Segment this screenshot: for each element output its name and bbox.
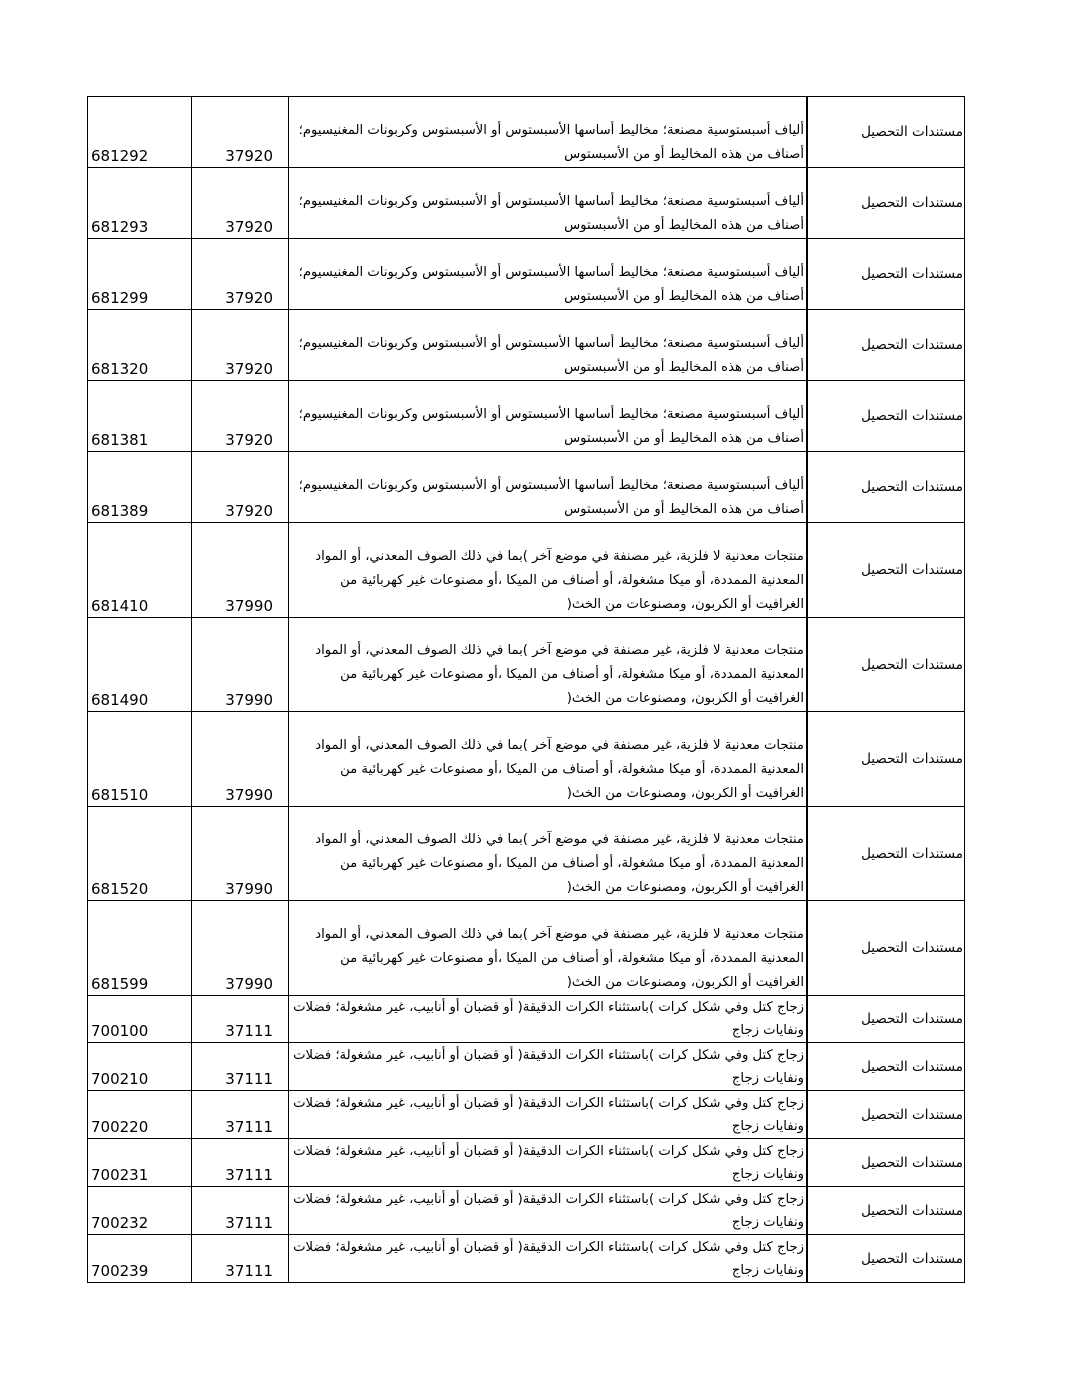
description-cell: منتجات معدنية لا فلزية، غير مصنفة في موضع آخر )بما في ذلك الصوف المعدني، أو المواد المعدنية الممددة، أو ميكا مشغولة، أو أصناف من الميكا ،أو مصنوعات غير كهربائية من الغرافيت أو الكربون، ومصنوعات من الخث(	[289, 523, 808, 618]
isic-code-cell: 37990	[192, 901, 289, 996]
category-cell: مستندات التحصيل	[807, 807, 965, 901]
description-cell: منتجات معدنية لا فلزية، غير مصنفة في موضع آخر )بما في ذلك الصوف المعدني، أو المواد المعدنية الممددة، أو ميكا مشغولة، أو أصناف من الميكا ،أو مصنوعات غير كهربائية من الغرافيت أو الكربون، ومصنوعات من الخث(	[289, 618, 808, 712]
table-row	[88, 712, 965, 807]
isic-code-cell: 37920	[192, 168, 289, 239]
description-cell: منتجات معدنية لا فلزية، غير مصنفة في موضع آخر )بما في ذلك الصوف المعدني، أو المواد المعدنية الممددة، أو ميكا مشغولة، أو أصناف من الميكا ،أو مصنوعات غير كهربائية من الغرافيت أو الكربون، ومصنوعات من الخث(	[289, 901, 808, 996]
table-row	[88, 97, 965, 168]
category-cell: مستندات التحصيل	[807, 523, 965, 618]
category-cell: مستندات التحصيل	[807, 1043, 965, 1091]
isic-code-cell: 37990	[192, 807, 289, 901]
table-row	[88, 618, 965, 712]
category-cell: مستندات التحصيل	[807, 168, 965, 239]
isic-code-cell: 37111	[192, 1091, 289, 1139]
hs-code-cell: 700231	[88, 1139, 192, 1187]
isic-code-cell: 37920	[192, 239, 289, 310]
table-row	[88, 901, 965, 996]
hs-code-cell: 681320	[88, 310, 192, 381]
table-row	[88, 1235, 965, 1283]
category-cell: مستندات التحصيل	[807, 1139, 965, 1187]
isic-code-cell: 37111	[192, 996, 289, 1043]
hs-code-cell: 700220	[88, 1091, 192, 1139]
description-cell: ألياف أسبستوسية مصنعة؛ مخاليط أساسها الأسبستوس أو الأسبستوس وكربونات المغنيسيوم؛ أصناف من هذه المخاليط أو من الأسبستوس	[289, 239, 808, 310]
category-cell: مستندات التحصيل	[807, 381, 965, 452]
description-cell: ألياف أسبستوسية مصنعة؛ مخاليط أساسها الأسبستوس أو الأسبستوس وكربونات المغنيسيوم؛ أصناف من هذه المخاليط أو من الأسبستوس	[289, 310, 808, 381]
isic-code-cell: 37920	[192, 452, 289, 523]
category-cell: مستندات التحصيل	[807, 618, 965, 712]
hs-code-cell: 681599	[88, 901, 192, 996]
category-cell: مستندات التحصيل	[807, 712, 965, 807]
tariff-table	[87, 96, 965, 1283]
category-cell: مستندات التحصيل	[807, 996, 965, 1043]
table-row	[88, 1187, 965, 1235]
table-row	[88, 310, 965, 381]
isic-code-cell: 37111	[192, 1187, 289, 1235]
description-cell: ألياف أسبستوسية مصنعة؛ مخاليط أساسها الأسبستوس أو الأسبستوس وكربونات المغنيسيوم؛ أصناف من هذه المخاليط أو من الأسبستوس	[289, 168, 808, 239]
hs-code-cell: 681410	[88, 523, 192, 618]
category-cell: مستندات التحصيل	[807, 1091, 965, 1139]
isic-code-cell: 37111	[192, 1235, 289, 1283]
hs-code-cell: 700100	[88, 996, 192, 1043]
description-cell: منتجات معدنية لا فلزية، غير مصنفة في موضع آخر )بما في ذلك الصوف المعدني، أو المواد المعدنية الممددة، أو ميكا مشغولة، أو أصناف من الميكا ،أو مصنوعات غير كهربائية من الغرافيت أو الكربون، ومصنوعات من الخث(	[289, 712, 808, 807]
isic-code-cell: 37111	[192, 1139, 289, 1187]
table-row	[88, 452, 965, 523]
description-cell: ألياف أسبستوسية مصنعة؛ مخاليط أساسها الأسبستوس أو الأسبستوس وكربونات المغنيسيوم؛ أصناف من هذه المخاليط أو من الأسبستوس	[289, 97, 808, 168]
table-row	[88, 1091, 965, 1139]
hs-code-cell: 681389	[88, 452, 192, 523]
hs-code-cell: 681490	[88, 618, 192, 712]
description-cell: منتجات معدنية لا فلزية، غير مصنفة في موضع آخر )بما في ذلك الصوف المعدني، أو المواد المعدنية الممددة، أو ميكا مشغولة، أو أصناف من الميكا ،أو مصنوعات غير كهربائية من الغرافيت أو الكربون، ومصنوعات من الخث(	[289, 807, 808, 901]
tariff-table-body	[88, 97, 965, 1283]
table-row	[88, 239, 965, 310]
category-cell: مستندات التحصيل	[807, 97, 965, 168]
description-cell: ألياف أسبستوسية مصنعة؛ مخاليط أساسها الأسبستوس أو الأسبستوس وكربونات المغنيسيوم؛ أصناف من هذه المخاليط أو من الأسبستوس	[289, 381, 808, 452]
table-row	[88, 1043, 965, 1091]
category-cell: مستندات التحصيل	[807, 239, 965, 310]
hs-code-cell: 681520	[88, 807, 192, 901]
hs-code-cell: 681293	[88, 168, 192, 239]
hs-code-cell: 700232	[88, 1187, 192, 1235]
table-row	[88, 1139, 965, 1187]
hs-code-cell: 681381	[88, 381, 192, 452]
hs-code-cell: 700239	[88, 1235, 192, 1283]
category-cell: مستندات التحصيل	[807, 310, 965, 381]
isic-code-cell: 37990	[192, 618, 289, 712]
description-cell: زجاج كتل وفي شكل كرات )باستثناء الكرات الدقيقة( أو قضبان أو أنابيب، غير مشغولة؛ فضلات ونفايات زجاج	[289, 1187, 808, 1235]
table-row	[88, 807, 965, 901]
table-row	[88, 523, 965, 618]
description-cell: زجاج كتل وفي شكل كرات )باستثناء الكرات الدقيقة( أو قضبان أو أنابيب، غير مشغولة؛ فضلات ونفايات زجاج	[289, 1043, 808, 1091]
isic-code-cell: 37920	[192, 381, 289, 452]
category-cell: مستندات التحصيل	[807, 901, 965, 996]
description-cell: زجاج كتل وفي شكل كرات )باستثناء الكرات الدقيقة( أو قضبان أو أنابيب، غير مشغولة؛ فضلات ونفايات زجاج	[289, 1235, 808, 1283]
table-row	[88, 381, 965, 452]
isic-code-cell: 37990	[192, 712, 289, 807]
hs-code-cell: 681510	[88, 712, 192, 807]
table-row	[88, 996, 965, 1043]
table-row	[88, 168, 965, 239]
hs-code-cell: 681292	[88, 97, 192, 168]
description-cell: زجاج كتل وفي شكل كرات )باستثناء الكرات الدقيقة( أو قضبان أو أنابيب، غير مشغولة؛ فضلات ونفايات زجاج	[289, 1139, 808, 1187]
hs-code-cell: 681299	[88, 239, 192, 310]
description-cell: ألياف أسبستوسية مصنعة؛ مخاليط أساسها الأسبستوس أو الأسبستوس وكربونات المغنيسيوم؛ أصناف من هذه المخاليط أو من الأسبستوس	[289, 452, 808, 523]
description-cell: زجاج كتل وفي شكل كرات )باستثناء الكرات الدقيقة( أو قضبان أو أنابيب، غير مشغولة؛ فضلات ونفايات زجاج	[289, 996, 808, 1043]
category-cell: مستندات التحصيل	[807, 1235, 965, 1283]
hs-code-cell: 700210	[88, 1043, 192, 1091]
isic-code-cell: 37920	[192, 310, 289, 381]
category-cell: مستندات التحصيل	[807, 1187, 965, 1235]
description-cell: زجاج كتل وفي شكل كرات )باستثناء الكرات الدقيقة( أو قضبان أو أنابيب، غير مشغولة؛ فضلات ونفايات زجاج	[289, 1091, 808, 1139]
category-cell: مستندات التحصيل	[807, 452, 965, 523]
isic-code-cell: 37990	[192, 523, 289, 618]
isic-code-cell: 37111	[192, 1043, 289, 1091]
isic-code-cell: 37920	[192, 97, 289, 168]
